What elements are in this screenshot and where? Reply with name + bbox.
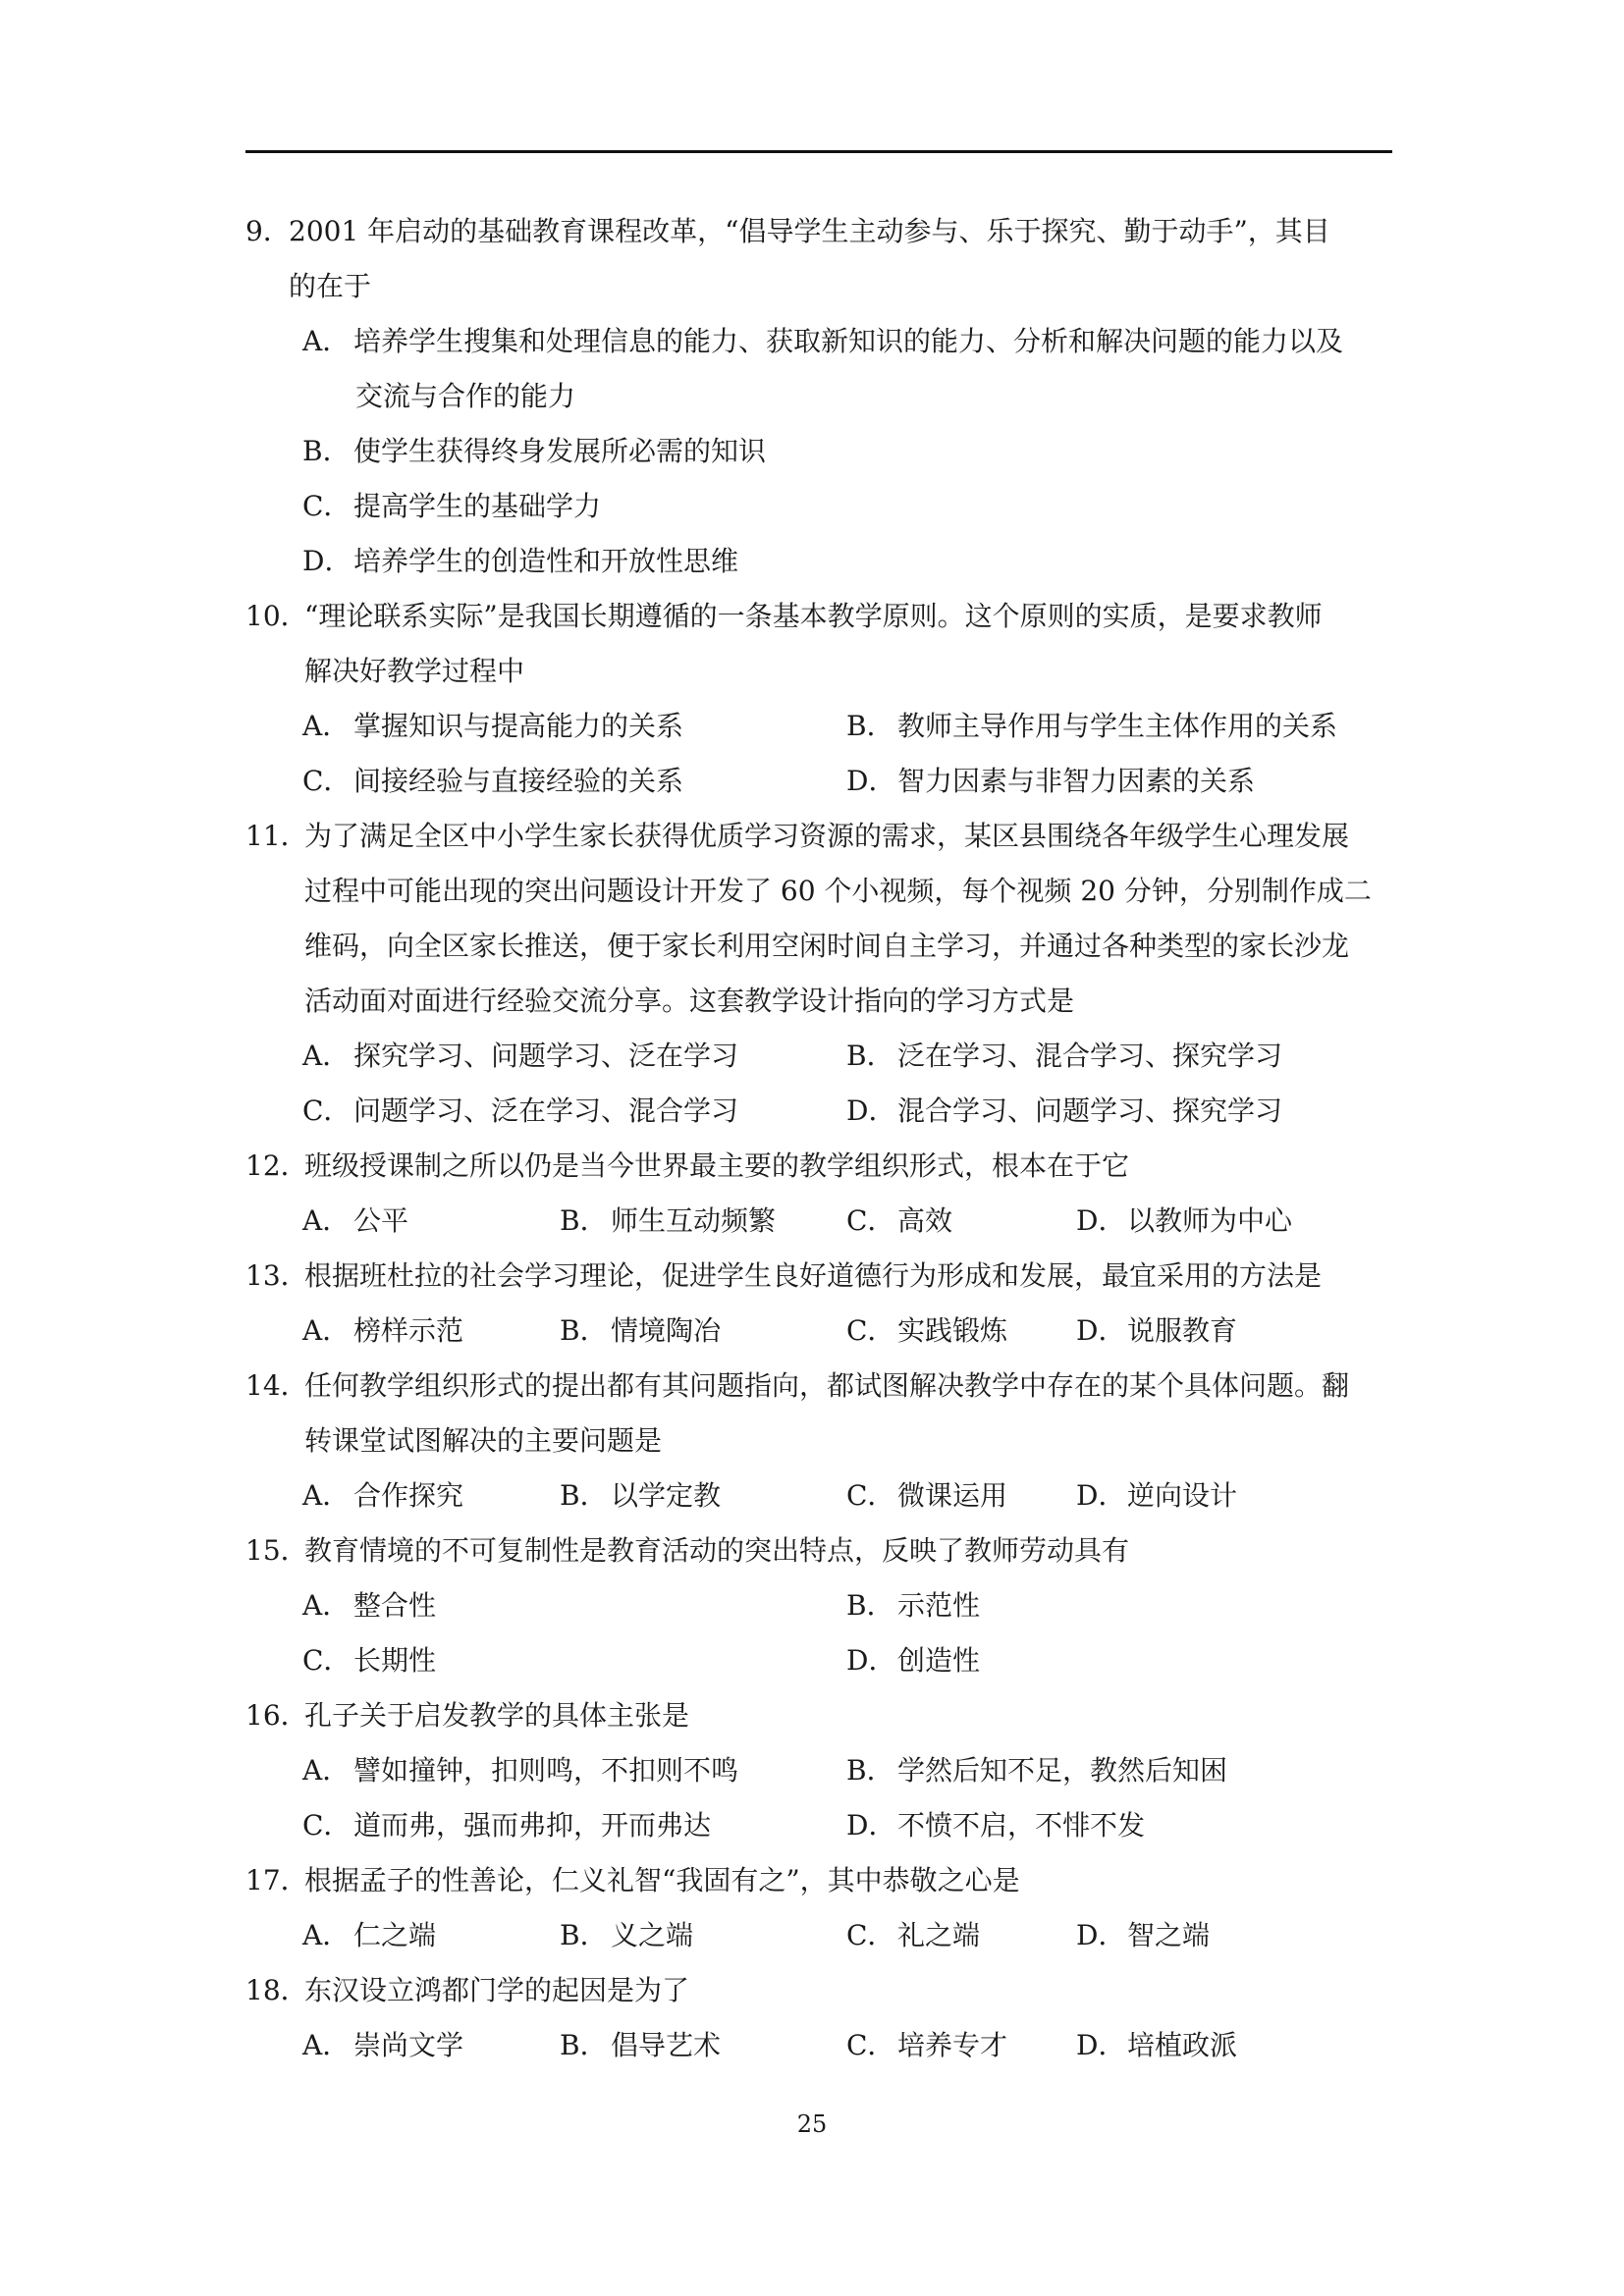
option-row bbox=[245, 1743, 1394, 1798]
question-number: 17． bbox=[245, 1864, 308, 1896]
option-a bbox=[302, 1743, 738, 1798]
question-text: 转课堂试图解决的主要问题是 bbox=[304, 1424, 663, 1457]
option-letter: A． bbox=[302, 2029, 351, 2061]
option-text: 礼之端 bbox=[897, 1919, 981, 1951]
option-text: 间接经验与直接经验的关系 bbox=[353, 765, 684, 797]
option-b bbox=[846, 1029, 1282, 1084]
option-text: 仁之端 bbox=[353, 1919, 437, 1951]
option-c bbox=[302, 1798, 711, 1853]
option-a bbox=[245, 314, 1394, 369]
option-c bbox=[846, 1304, 1007, 1359]
option-text: 微课运用 bbox=[897, 1479, 1008, 1512]
question-18 bbox=[245, 1963, 1394, 2073]
question-text: 解决好教学过程中 bbox=[304, 655, 525, 687]
option-text: 实践锻炼 bbox=[897, 1314, 1008, 1347]
question-16 bbox=[245, 1688, 1394, 1853]
option-text: 长期性 bbox=[353, 1644, 437, 1677]
option-b bbox=[245, 424, 1394, 479]
question-text: 为了满足全区中小学生家长获得优质学习资源的需求，某区县围绕各年级学生心理发展 bbox=[304, 820, 1350, 852]
option-letter: C． bbox=[846, 1204, 895, 1237]
option-b bbox=[560, 1304, 721, 1359]
option-text: 培养专才 bbox=[897, 2029, 1008, 2061]
question-text: 根据孟子的性善论，仁义礼智“我固有之”，其中恭敬之心是 bbox=[304, 1864, 1020, 1896]
question-9 bbox=[245, 204, 1394, 589]
option-text: 培植政派 bbox=[1127, 2029, 1238, 2061]
option-b bbox=[560, 1908, 693, 1963]
option-letter: C． bbox=[846, 1314, 895, 1347]
option-b bbox=[560, 1468, 721, 1523]
option-text: 培养学生搜集和处理信息的能力、获取新知识的能力、分析和解决问题的能力以及 bbox=[353, 325, 1344, 357]
question-number: 11． bbox=[245, 820, 308, 852]
option-c bbox=[302, 1084, 738, 1139]
option-row bbox=[245, 1908, 1394, 1963]
option-row bbox=[245, 1084, 1394, 1139]
option-letter: C． bbox=[302, 490, 352, 522]
option-b bbox=[560, 1194, 776, 1249]
option-row bbox=[245, 754, 1394, 809]
option-letter: C． bbox=[302, 1809, 352, 1842]
option-text: 道而弗，强而弗抑，开而弗达 bbox=[353, 1809, 712, 1842]
question-text: 东汉设立鸿都门学的起因是为了 bbox=[304, 1974, 690, 2006]
option-c bbox=[846, 1908, 980, 1963]
option-a bbox=[302, 699, 683, 754]
option-letter: C． bbox=[302, 765, 352, 797]
option-letter: A． bbox=[302, 710, 351, 742]
option-text: 培养学生的创造性和开放性思维 bbox=[353, 545, 739, 577]
option-text: 公平 bbox=[353, 1204, 409, 1237]
question-number: 16． bbox=[245, 1699, 308, 1732]
question-text: 2001 年启动的基础教育课程改革，“倡导学生主动参与、乐于探究、勤于动手”，其目 bbox=[289, 215, 1330, 247]
option-d bbox=[1076, 1194, 1292, 1249]
question-number: 9． bbox=[245, 215, 291, 247]
option-c bbox=[245, 479, 1394, 534]
option-letter: A． bbox=[302, 1314, 351, 1347]
option-a bbox=[302, 2018, 463, 2073]
option-a bbox=[302, 1304, 463, 1359]
option-letter: A． bbox=[302, 1204, 351, 1237]
option-letter: A． bbox=[302, 1754, 351, 1787]
question-13 bbox=[245, 1249, 1394, 1359]
question-text: 教育情境的不可复制性是教育活动的突出特点，反映了教师劳动具有 bbox=[304, 1534, 1130, 1567]
option-c bbox=[846, 1194, 952, 1249]
option-text: 崇尚文学 bbox=[353, 2029, 464, 2061]
question-text: 维码，向全区家长推送，便于家长利用空闲时间自主学习，并通过各种类型的家长沙龙 bbox=[304, 930, 1350, 962]
question-10 bbox=[245, 589, 1394, 809]
option-d bbox=[1076, 1908, 1210, 1963]
option-row bbox=[245, 1798, 1394, 1853]
option-row bbox=[245, 1029, 1394, 1084]
option-text: 譬如撞钟，扣则鸣，不扣则不鸣 bbox=[353, 1754, 739, 1787]
option-row bbox=[245, 699, 1394, 754]
option-letter: A． bbox=[302, 325, 351, 357]
option-a bbox=[302, 1029, 738, 1084]
option-text: 高效 bbox=[897, 1204, 953, 1237]
option-text: 整合性 bbox=[353, 1589, 437, 1622]
option-text: 师生互动频繁 bbox=[611, 1204, 777, 1237]
option-letter: D． bbox=[846, 1095, 896, 1127]
option-b bbox=[846, 1578, 980, 1633]
question-15 bbox=[245, 1523, 1394, 1688]
option-letter: A． bbox=[302, 1479, 351, 1512]
question-text: 班级授课制之所以仍是当今世界最主要的教学组织形式，根本在于它 bbox=[304, 1149, 1130, 1182]
option-b bbox=[846, 699, 1337, 754]
option-row bbox=[245, 1578, 1394, 1633]
option-letter: A． bbox=[302, 1040, 351, 1072]
question-text: 任何教学组织形式的提出都有其问题指向，都试图解决教学中存在的某个具体问题。翻 bbox=[304, 1369, 1350, 1402]
option-d bbox=[245, 534, 1394, 589]
option-text: 以教师为中心 bbox=[1127, 1204, 1293, 1237]
option-letter: D． bbox=[846, 1809, 896, 1842]
page-number: 25 bbox=[796, 2110, 828, 2138]
option-c bbox=[846, 1468, 1007, 1523]
question-number: 15． bbox=[245, 1534, 308, 1567]
question-number: 18． bbox=[245, 1974, 308, 2006]
option-b bbox=[846, 1743, 1227, 1798]
option-text: 说服教育 bbox=[1127, 1314, 1238, 1347]
option-letter: C． bbox=[846, 2029, 895, 2061]
option-letter: B． bbox=[560, 1204, 608, 1237]
option-letter: B． bbox=[560, 1314, 608, 1347]
option-letter: D． bbox=[302, 545, 352, 577]
option-letter: D． bbox=[1076, 2029, 1126, 2061]
option-letter: B． bbox=[560, 2029, 608, 2061]
option-text: 混合学习、问题学习、探究学习 bbox=[897, 1095, 1283, 1127]
option-letter: D． bbox=[1076, 1479, 1126, 1512]
option-letter: D． bbox=[846, 1644, 896, 1677]
option-text: 创造性 bbox=[897, 1644, 981, 1677]
option-letter: C． bbox=[846, 1479, 895, 1512]
option-row bbox=[245, 1194, 1394, 1249]
option-c bbox=[846, 2018, 1007, 2073]
option-letter: B． bbox=[560, 1919, 608, 1951]
option-text: 义之端 bbox=[611, 1919, 694, 1951]
option-text: 教师主导作用与学生主体作用的关系 bbox=[897, 710, 1338, 742]
option-text: 合作探究 bbox=[353, 1479, 464, 1512]
option-letter: D． bbox=[1076, 1204, 1126, 1237]
option-a bbox=[302, 1194, 408, 1249]
question-text: 活动面对面进行经验交流分享。这套教学设计指向的学习方式是 bbox=[304, 985, 1075, 1017]
option-d bbox=[846, 1798, 1145, 1853]
question-11 bbox=[245, 809, 1394, 1139]
option-letter: B． bbox=[846, 1754, 894, 1787]
option-letter: D． bbox=[1076, 1919, 1126, 1951]
option-letter: A． bbox=[302, 1589, 351, 1622]
option-text: 泛在学习、混合学习、探究学习 bbox=[897, 1040, 1283, 1072]
option-letter: B． bbox=[560, 1479, 608, 1512]
question-list bbox=[245, 204, 1394, 2073]
option-d bbox=[1076, 1468, 1237, 1523]
option-text: 以学定教 bbox=[611, 1479, 722, 1512]
option-row bbox=[245, 1633, 1394, 1688]
question-text: 根据班杜拉的社会学习理论，促进学生良好道德行为形成和发展，最宜采用的方法是 bbox=[304, 1259, 1323, 1292]
option-letter: D． bbox=[846, 765, 896, 797]
option-letter: B． bbox=[846, 1589, 894, 1622]
option-text: 榜样示范 bbox=[353, 1314, 464, 1347]
question-text: 孔子关于启发教学的具体主张是 bbox=[304, 1699, 690, 1732]
option-letter: D． bbox=[1076, 1314, 1126, 1347]
option-row bbox=[245, 2018, 1394, 2073]
option-text: 智之端 bbox=[1127, 1919, 1211, 1951]
question-text: “理论联系实际”是我国长期遵循的一条基本教学原则。这个原则的实质，是要求教师 bbox=[304, 600, 1323, 632]
option-a bbox=[302, 1468, 463, 1523]
question-14 bbox=[245, 1359, 1394, 1523]
option-letter: B． bbox=[846, 710, 894, 742]
question-number: 14． bbox=[245, 1369, 308, 1402]
question-number: 10． bbox=[245, 600, 308, 632]
option-text: 情境陶冶 bbox=[611, 1314, 722, 1347]
option-text: 学然后知不足，教然后知困 bbox=[897, 1754, 1228, 1787]
question-number: 13． bbox=[245, 1259, 308, 1292]
option-text: 逆向设计 bbox=[1127, 1479, 1238, 1512]
option-letter: A． bbox=[302, 1919, 351, 1951]
option-c bbox=[302, 754, 683, 809]
question-text: 的在于 bbox=[289, 270, 372, 302]
option-text: 掌握知识与提高能力的关系 bbox=[353, 710, 684, 742]
option-row bbox=[245, 1304, 1394, 1359]
option-text: 探究学习、问题学习、泛在学习 bbox=[353, 1040, 739, 1072]
option-text: 交流与合作的能力 bbox=[355, 380, 576, 412]
option-d bbox=[846, 1633, 980, 1688]
option-d bbox=[1076, 1304, 1237, 1359]
option-text: 问题学习、泛在学习、混合学习 bbox=[353, 1095, 739, 1127]
option-letter: B． bbox=[302, 435, 351, 467]
option-text: 使学生获得终身发展所必需的知识 bbox=[353, 435, 767, 467]
option-a bbox=[302, 1908, 436, 1963]
option-d bbox=[846, 754, 1255, 809]
option-a bbox=[302, 1578, 436, 1633]
question-12 bbox=[245, 1139, 1394, 1249]
option-text: 示范性 bbox=[897, 1589, 981, 1622]
option-d bbox=[1076, 2018, 1237, 2073]
option-c bbox=[302, 1633, 436, 1688]
option-d bbox=[846, 1084, 1282, 1139]
option-letter: C． bbox=[846, 1919, 895, 1951]
question-17 bbox=[245, 1853, 1394, 1963]
question-text: 过程中可能出现的突出问题设计开发了 60 个小视频，每个视频 20 分钟，分别制作成二 bbox=[304, 875, 1372, 907]
option-letter: C． bbox=[302, 1644, 352, 1677]
option-text: 倡导艺术 bbox=[611, 2029, 722, 2061]
option-letter: B． bbox=[846, 1040, 894, 1072]
question-number: 12． bbox=[245, 1149, 308, 1182]
option-text: 不愤不启，不悱不发 bbox=[897, 1809, 1146, 1842]
option-letter: C． bbox=[302, 1095, 352, 1127]
option-text: 提高学生的基础学力 bbox=[353, 490, 602, 522]
option-text: 智力因素与非智力因素的关系 bbox=[897, 765, 1256, 797]
option-b bbox=[560, 2018, 721, 2073]
header-rule bbox=[245, 150, 1392, 153]
option-row bbox=[245, 1468, 1394, 1523]
